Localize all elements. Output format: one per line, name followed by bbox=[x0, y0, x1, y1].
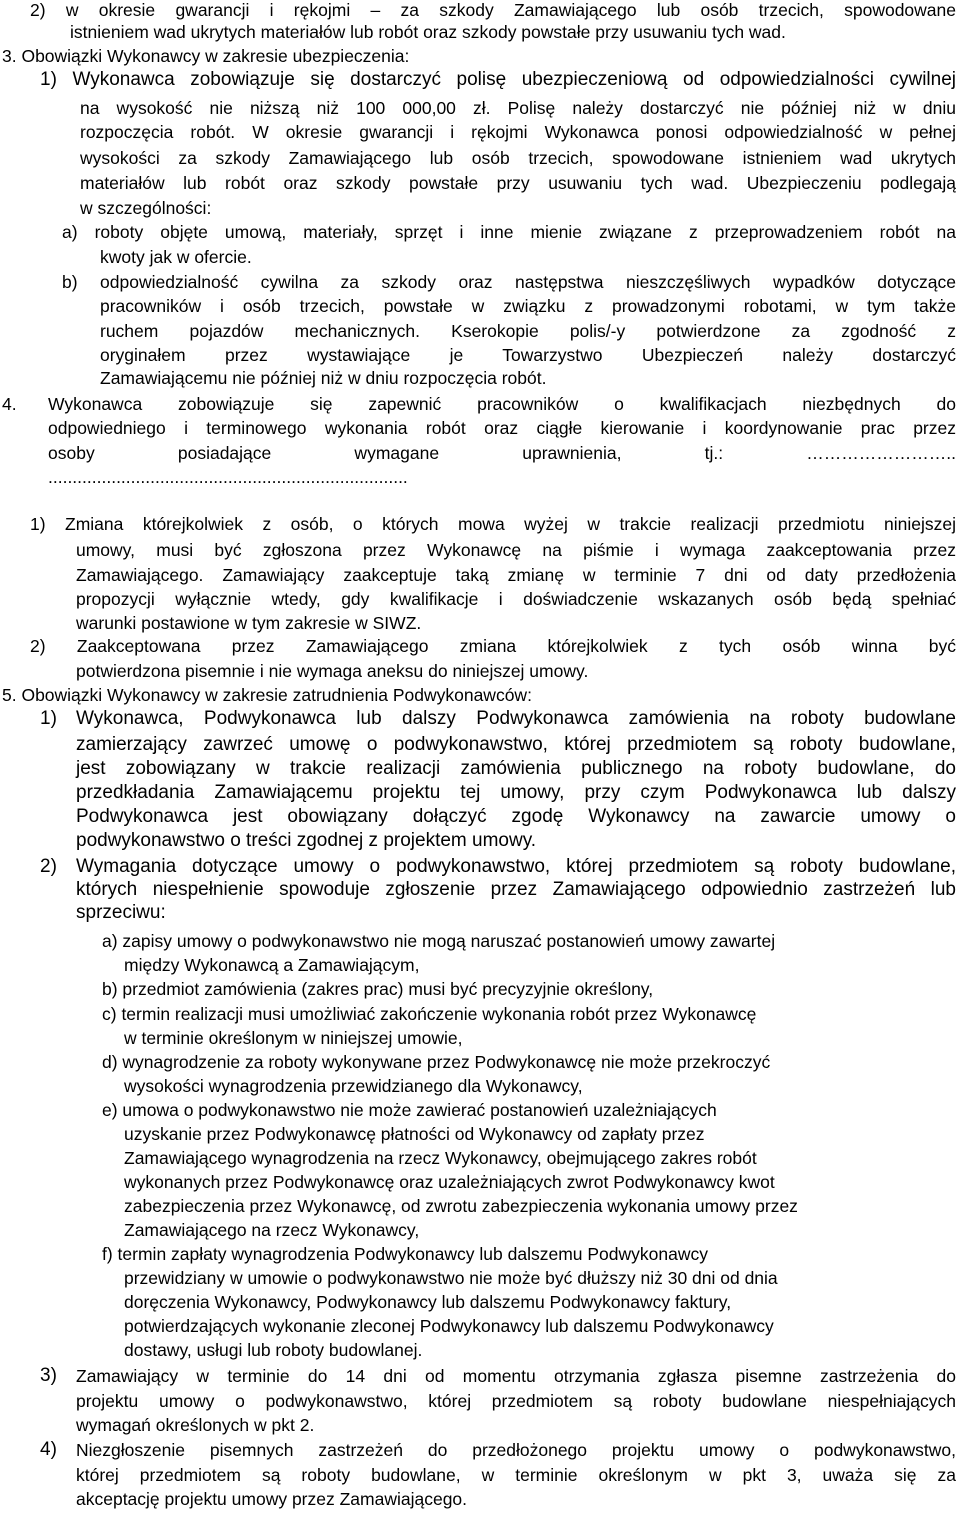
text-line: przewidziany w umowie o podwykonawstwo nie może być dłuższy niż 30 dni od dnia bbox=[124, 1268, 778, 1288]
text-line: projektu umowy o podwykonawstwo, której przedmiotem są roboty budowlane niespełniających bbox=[76, 1391, 956, 1411]
text-line: 2) Zaakceptowana przez Zamawiającego zmiana którejkolwiek z tych osób winna być bbox=[30, 636, 956, 656]
text-line: 2) w okresie gwarancji i rękojmi – za szkody Zamawiającego lub osób trzecich, spowodowane bbox=[30, 0, 956, 20]
text-line: warunki postawione w tym zakresie w SIWZ. bbox=[76, 613, 422, 633]
text-line: f) termin zapłaty wynagrodzenia Podwykonawcy lub dalszemu Podwykonawcy bbox=[102, 1244, 708, 1264]
text-line: Podwykonawca jest obowiązany dołączyć zgodę Wykonawcy na zawarcie umowy o bbox=[76, 806, 956, 827]
list-number: 1) bbox=[40, 708, 57, 729]
text-line: Zamawiający w terminie do 14 dni od momentu otrzymania zgłasza pisemne zastrzeżenia do bbox=[76, 1366, 956, 1386]
text-line: Wykonawca, Podwykonawca lub dalszy Podwykonawca zamówienia na roboty budowlane bbox=[76, 708, 956, 729]
text-line: Niezgłoszenie pisemnych zastrzeżeń do przedłożonego projektu umowy o podwykonawstwo, bbox=[76, 1440, 956, 1460]
text-line: 5. Obowiązki Wykonawcy w zakresie zatrudnienia Podwykonawców: bbox=[2, 685, 532, 705]
text-line: Wykonawca zobowiązuje się zapewnić pracowników o kwalifikacjach niezbędnych do bbox=[48, 394, 956, 414]
text-line: b) przedmiot zamówienia (zakres prac) musi być precyzyjnie określony, bbox=[102, 979, 654, 999]
text-line: na wysokość nie niższą niż 100 000,00 zł. Polisę należy dostarczyć nie później niż w dniu bbox=[80, 98, 956, 118]
text-line: a) zapisy umowy o podwykonawstwo nie mogą naruszać postanowień umowy zawartej bbox=[102, 931, 776, 951]
list-number: 4) bbox=[40, 1439, 57, 1460]
text-line: jest zobowiązany w trakcie realizacji zamówienia publicznego na roboty budowlane, do bbox=[76, 758, 956, 779]
text-line: których niespełnienie spowoduje zgłoszenie przez Zamawiającego odpowiednio zastrzeżeń lub bbox=[76, 879, 956, 900]
text-line: wysokości za szkody Zamawiającego lub osób trzecich, spowodowane istnieniem wad ukrytych bbox=[80, 148, 956, 168]
text-line: 3. Obowiązki Wykonawcy w zakresie ubezpieczenia: bbox=[2, 46, 410, 66]
text-line: .......................................................................... bbox=[48, 467, 408, 487]
text-line: pracowników i osób trzecich, powstałe w związku z prowadzonymi robotami, w tym także bbox=[100, 296, 956, 316]
text-line: kwoty jak w ofercie. bbox=[100, 247, 252, 267]
text-line: rozpoczęcia robót. W okresie gwarancji i rękojmi Wykonawca ponosi odpowiedzialność w pełnej bbox=[80, 122, 956, 142]
text-line: materiałów lub robót oraz szkody powstałe przy usuwaniu tych wad. Ubezpieczeniu podlegają bbox=[80, 173, 956, 193]
text-line: odpowiedniego i terminowego wykonania robót oraz ciągłe kierowanie i koordynowanie prac przez bbox=[48, 418, 956, 438]
text-line: wykonanych przez Podwykonawcę oraz uzależniających zwrot Podwykonawcy kwot bbox=[124, 1172, 775, 1192]
text-line: 1) Zmiana którejkolwiek z osób, o których mowa wyżej w trakcie realizacji przedmiotu niniejszej bbox=[30, 514, 956, 534]
text-line: akceptację projektu umowy przez Zamawiającego. bbox=[76, 1489, 468, 1509]
text-line: uzyskanie przez Podwykonawcę płatności od Wykonawcy od zapłaty przez bbox=[124, 1124, 705, 1144]
text-line: osoby posiadające wymagane uprawnienia, tj.: …………………….. bbox=[48, 443, 956, 463]
text-line: a) roboty objęte umową, materiały, sprzęt i inne mienie związane z przeprowadzeniem robót na bbox=[62, 222, 956, 242]
text-line: potwierdzona pisemnie i nie wymaga aneksu do niniejszej umowy. bbox=[76, 661, 589, 681]
text-line: której przedmiotem są roboty budowlane, w terminie określonym w pkt 3, uważa się za bbox=[76, 1465, 956, 1485]
text-line: b) odpowiedzialność cywilna za szkody oraz następstwa nieszczęśliwych wypadków dotyczące bbox=[62, 272, 956, 292]
text-line: zamierzający zawrzeć umowę o podwykonawstwo, której przedmiotem są roboty budowlane, bbox=[76, 734, 956, 755]
text-line: wymagań określonych w pkt 2. bbox=[76, 1415, 315, 1435]
text-line: sprzeciwu: bbox=[76, 902, 166, 923]
text-line: 1) Wykonawca zobowiązuje się dostarczyć polisę ubezpieczeniową od odpowiedzialności cywilnej bbox=[40, 69, 956, 90]
text-line: przedkładania Zamawiającemu projektu tej umowy, przy czym Podwykonawca lub dalszy bbox=[76, 782, 956, 803]
text-line: wysokości wynagrodzenia przewidzianego dla Wykonawcy, bbox=[124, 1076, 583, 1096]
text-line: w terminie określonym w niniejszej umowie, bbox=[124, 1028, 463, 1048]
text-line: Zamawiającego na rzecz Wykonawcy, bbox=[124, 1220, 420, 1240]
text-line: e) umowa o podwykonawstwo nie może zawierać postanowień uzależniających bbox=[102, 1100, 717, 1120]
text-line: umowy, musi być zgłoszona przez Wykonawcę na piśmie i wymaga zaakceptowania przez bbox=[76, 540, 956, 560]
text-line: Zamawiającemu nie później niż w dniu rozpoczęcia robót. bbox=[100, 368, 547, 388]
text-line: propozycji wyłącznie wtedy, gdy kwalifikacje i doświadczenie wskazanych osób będą spełniać bbox=[76, 589, 956, 609]
text-line: Zamawiającego wynagrodzenia na rzecz Wykonawcy, obejmującego zakres robót bbox=[124, 1148, 757, 1168]
text-line: podwykonawstwo o treści zgodnej z projektem umowy. bbox=[76, 830, 537, 851]
text-line: w szczególności: bbox=[80, 198, 212, 218]
text-line: oryginałem przez wystawiające je Towarzystwo Ubezpieczeń należy dostarczyć bbox=[100, 345, 956, 365]
list-number: 2) bbox=[40, 856, 57, 877]
text-line: Zamawiającego. Zamawiający zaakceptuje taką zmianę w terminie 7 dni od daty przedłożenia bbox=[76, 565, 956, 585]
text-line: d) wynagrodzenie za roboty wykonywane przez Podwykonawcę nie może przekroczyć bbox=[102, 1052, 771, 1072]
text-line: c) termin realizacji musi umożliwiać zakończenie wykonania robót przez Wykonawcę bbox=[102, 1004, 757, 1024]
text-line: potwierdzających wykonanie zleconej Podwykonawcy lub dalszemu Podwykonawcy bbox=[124, 1316, 774, 1336]
text-line: Wymagania dotyczące umowy o podwykonawstwo, której przedmiotem są roboty budowlane, bbox=[76, 856, 956, 877]
text-line: między Wykonawcą a Zamawiającym, bbox=[124, 955, 420, 975]
list-number: 3) bbox=[40, 1365, 57, 1386]
text-line: doręczenia Wykonawcy, Podwykonawcy lub dalszemu Podwykonawcy faktury, bbox=[124, 1292, 732, 1312]
text-line: dostawy, usługi lub roboty budowlanej. bbox=[124, 1340, 423, 1360]
text-line: zabezpieczenia przez Wykonawcę, od zwrotu zabezpieczenia wykonania umowy przez bbox=[124, 1196, 798, 1216]
text-line: ruchem pojazdów mechanicznych. Kserokopie polis/-y potwierdzone za zgodność z bbox=[100, 321, 956, 341]
list-number: 4. bbox=[2, 394, 17, 414]
text-line: istnieniem wad ukrytych materiałów lub robót oraz szkody powstałe przy usuwaniu tych wad. bbox=[70, 22, 786, 42]
